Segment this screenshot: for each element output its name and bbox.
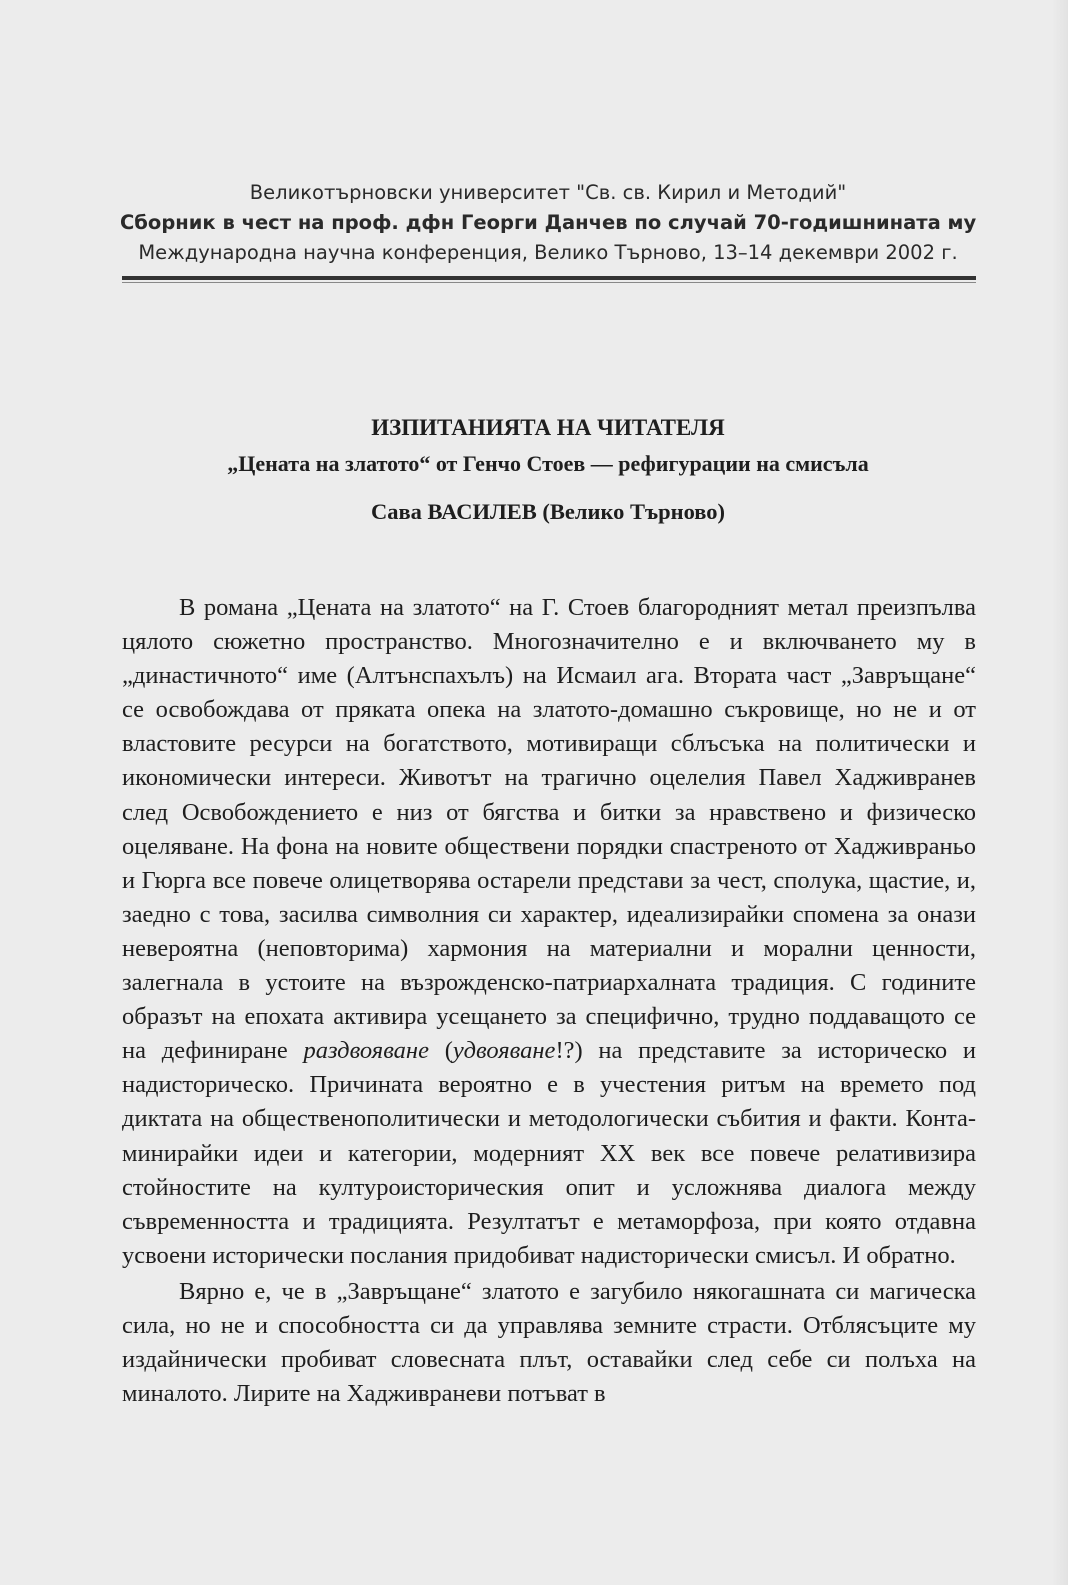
article-body [122,591,976,1413]
paragraph-1-text-c: !?) на представите за историческо и надисторическо. Причината вероятно е в учестения ритъм на времето под диктата на общественополитически и методологически събития и факти. Контаминирайки идеи и категории, модерният XX век все повече релативизира стойностите на културоисторическия опит и усложнява диалога между съвременността и традицията. Резултатът е метаморфоза, при която отдавна усвоени исторически послания придобиват надисторически смисъл. И обратно. [122,1037,976,1269]
article-subtitle: „Цената на златото“ от Генчо Стоев — рефигурации на смисъла [227,451,869,476]
paragraph-1-italic-a: раздвояване [303,1037,429,1065]
header-collection: Сборник в чест на проф. дфн Георги Данчев по случай 70-годишнината му [120,211,977,234]
article-author: Сава ВАСИЛЕВ (Велико Търново) [370,499,726,524]
header-rule [122,276,976,280]
paragraph-2: Вярно е, че в „Завръщане“ златото е загубило някогашната си магическа сила, но не и способността си да управлява земните страсти. Отблясъците му издайнически пробиват словесната плът, оставайки след себе си полъха на миналото. Лирите на Хадживраневи потъват в [122,1277,976,1408]
header-conference: Международна научна конференция, Велико Търново, 13–14 декември 2002 г. [138,241,958,264]
paragraph-1-text-b: ( [428,1037,453,1065]
header-rule-thin [122,282,976,283]
article-title: ИЗПИТАНИЯТА НА ЧИТАТЕЛЯ [371,415,725,440]
header-university: Великотърновски университет "Св. св. Кирил и Методий" [249,181,847,204]
running-header [120,178,976,268]
paragraph-1 [122,591,976,1273]
paragraph-1-italic-b: удвояване [452,1037,556,1065]
page-edge-shadow [1052,0,1068,1585]
article-heading [120,410,976,530]
paragraph-1-text-a: В романа „Цената на златото“ на Г. Стоев благородният метал преизпълва цялото сюжетно пространство. Многозначително е и включването му в „династичното“ име (Алтънспахълъ) на Исмаил ага. Втората част „Завръщане“ се освобождава от пряката опека на златото-домашно съкровище, но не и от властовите ресурси на богатството, мотивиращи сблъсъка на политически и икономически интереси. Животът на трагично оцелелия Павел Хадживранев след Освобождението е низ от бягства и битки за нравствено и физическо оцеляване. На фона на новите обществени порядки спастреното от Хадживраньо и Гюрга все повече олицетворява остарели представи за чест, сполука, щастие, и, заедно с това, засилва символния си характер, идеализирайки спомена за онази невероятна (неповторима) хармония на материални и морални ценности, залегнала в устоите на възрожденско-патриархалната традиция. С годините образът на епохата активира усещането за специфично, трудно поддаващото се на дефиниране [122,594,976,1065]
